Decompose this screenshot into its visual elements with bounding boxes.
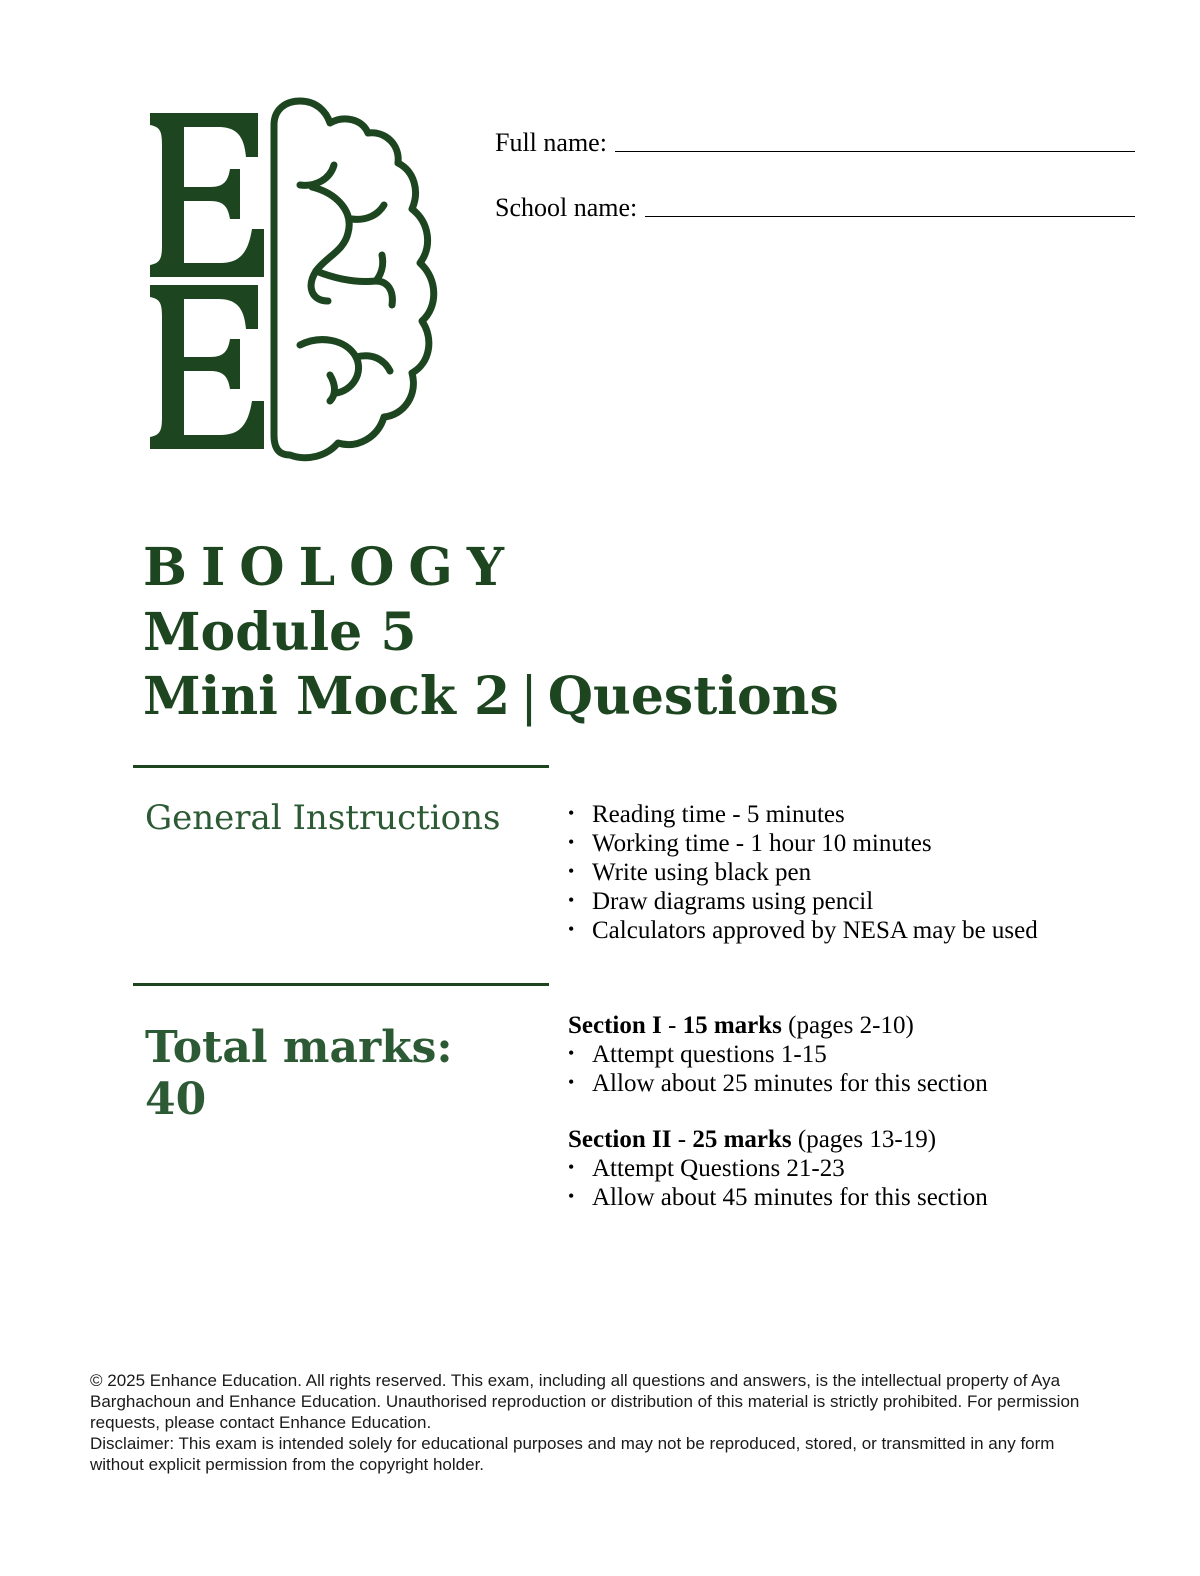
full-name-line[interactable] [615, 150, 1135, 152]
copyright-footer [90, 1370, 1110, 1475]
copyright-notice: © 2025 Enhance Education. All rights reserved. This exam, including all questions and answers, is the intellectual property of Aya Barghachoun and Enhance Education. Unauthorised reproduction or distribution of this material is strictly prohibited. For permission requests, please contact Enhance Education. [90, 1371, 1080, 1432]
section-marks: 25 marks [692, 1126, 792, 1153]
list-item: • Attempt Questions 21-23 [568, 1154, 988, 1183]
mock-name: Mini Mock 2 [143, 666, 511, 727]
ee-letters [150, 113, 264, 449]
exam-title [143, 535, 839, 729]
section-one-list [568, 1040, 988, 1098]
mock-title [143, 665, 839, 729]
section-one [568, 1011, 988, 1098]
school-name-label: School name: [495, 193, 638, 222]
section-one-heading [568, 1011, 988, 1040]
list-item: • Draw diagrams using pencil [568, 887, 1038, 916]
list-item: • Attempt questions 1-15 [568, 1040, 988, 1069]
section-marks: 15 marks [682, 1012, 782, 1039]
brain-outline-icon [274, 101, 434, 458]
section-dash: - [671, 1126, 693, 1153]
list-item: • Allow about 25 minutes for this section [568, 1069, 988, 1098]
school-name-row [495, 183, 1135, 223]
general-instructions-list [568, 800, 1038, 945]
section-pages: (pages 2-10) [781, 1012, 914, 1039]
list-item: • Working time - 1 hour 10 minutes [568, 829, 1038, 858]
enhance-education-logo [140, 95, 450, 465]
student-details [495, 118, 1135, 248]
list-item: • Write using black pen [568, 858, 1038, 887]
section-two [568, 1125, 988, 1212]
general-instructions-heading: General Instructions [145, 798, 501, 838]
section-two-heading [568, 1125, 988, 1154]
full-name-row [495, 118, 1135, 158]
total-marks-value: 40 [145, 1074, 207, 1125]
list-item: • Calculators approved by NESA may be used [568, 916, 1038, 945]
list-item: • Allow about 45 minutes for this section [568, 1183, 988, 1212]
divider-rule [133, 983, 549, 986]
section-pages: (pages 13-19) [791, 1126, 937, 1153]
divider-rule [133, 765, 549, 768]
total-marks-label: Total marks: [145, 1022, 453, 1073]
total-marks [145, 1022, 453, 1126]
full-name-label: Full name: [495, 128, 607, 157]
section-two-list [568, 1154, 988, 1212]
list-item: • Reading time - 5 minutes [568, 800, 1038, 829]
subject-title: BIOLOGY [143, 537, 518, 598]
school-name-line[interactable] [645, 215, 1135, 217]
section-name: Section II [568, 1126, 672, 1153]
disclaimer-notice: Disclaimer: This exam is intended solely for educational purposes and may not be reproduced, stored, or transmitted in any form without explicit permission from the copyright holder. [90, 1434, 1055, 1474]
title-separator: | [520, 667, 538, 727]
section-dash: - [661, 1012, 683, 1039]
section-name: Section I [568, 1012, 662, 1039]
mock-type: Questions [547, 666, 839, 727]
module-title: Module 5 [143, 602, 417, 663]
